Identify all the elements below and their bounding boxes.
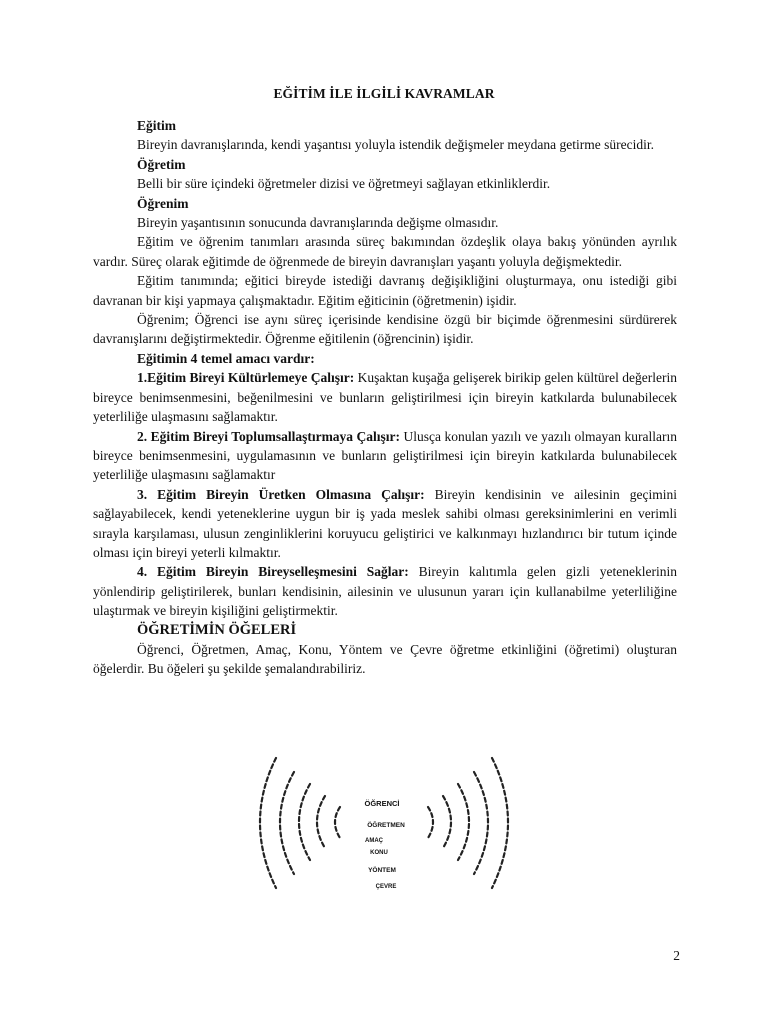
amac-title: 1.Eğitim Bireyi Kültürlemeye Çalışır:: [137, 370, 355, 386]
diagram-item-konu: KONU: [370, 850, 388, 856]
paragraph-surec: Eğitim ve öğrenim tanımları arasında süreç bakımından özdeşlik olaya bakış yönünden ayrılık vardır. Süreç olarak eğitimde de öğrenmede de bireyin davranışları yaşantı yoluyla değişmektedir.: [93, 234, 677, 269]
wave-right-3: [458, 784, 469, 860]
amac-title: 3. Eğitim Bireyin Üretken Olmasına Çalışır:: [137, 486, 425, 502]
definition-ogrenim: Bireyin yaşantısının sonucunda davranışlarında değişme olmasıdır.: [137, 215, 499, 231]
paragraph-ogrenim-tanimi: Öğrenim; Öğrenci ise aynı süreç içerisinde kendisine özgü bir biçimde öğrenmesini sürdürerek davranışlarını değiştirmektedir. Öğrenme eğitilenin (öğrencinin) işidir.: [93, 312, 677, 347]
heading-amaclar: Eğitimin 4 temel amacı vardır:: [137, 350, 315, 366]
heading-ogrenim: Öğrenim: [137, 195, 189, 211]
amac-text: Bireyin kendisinin ve ailesinin geçimini sağlayabilecek, kendi yeteneklerine uygun bir iş yada meslek sahibi olması gereksinimlerini en verimli sırayla karşılaması, ulusun zenginliklerini koruyucu geliştirici ve kalkınmayı hızlandırıcı bir tutum içinde olması için bireyi yeterli kılmaktır.: [93, 486, 677, 560]
wave-right-4: [443, 796, 451, 848]
wave-left-3: [299, 784, 310, 860]
wave-left-2: [280, 772, 294, 874]
amac-text: Ulusça konulan yazılı ve yazılı olmayan kuralların bireyce benimsenmesini, uygulamasının ve bunların geliştirilmesi için bireyin katkılarda bulunabilecek yeterliliğe ulaşmasını sağlamaktır: [93, 428, 677, 483]
definition-egitim: Bireyin davranışlarında, kendi yaşantısı yoluyla istendik değişmeler meydana getirme sürecidir.: [137, 137, 654, 153]
document-body: [93, 116, 677, 679]
amac-item: [93, 427, 677, 485]
diagram-item-ogretmen: ÖĞRETMEN: [367, 822, 405, 829]
amac-item: [93, 485, 677, 563]
amac-title: 2. Eğitim Bireyi Toplumsallaştırmaya Çalışır:: [137, 428, 401, 444]
diagram-item-cevre: ÇEVRE: [375, 884, 397, 890]
wave-right-2: [474, 772, 488, 874]
wave-left-4: [317, 796, 325, 848]
heading-ogretim: Öğretim: [137, 156, 186, 172]
paragraph-egitim-tanimi: Eğitim tanımında; eğitici bireyde istediği davranış değişikliğini oluşturmaya, onu istediği gibi davranan bir kişi yapmaya çalışmaktadır. Eğitim eğiticinin (öğretmenin) işidir.: [93, 273, 677, 308]
diagram-item-amac: AMAÇ: [365, 838, 383, 844]
wave-left-5: [335, 807, 340, 838]
amac-item: [93, 368, 677, 426]
heading-egitim: Eğitim: [137, 118, 176, 133]
page-number: 2: [673, 948, 680, 963]
page-title: EĞİTİM İLE İLGİLİ KAVRAMLAR: [273, 86, 495, 101]
heading-ogeler: ÖĞRETİMİN ÖĞELERİ: [137, 621, 297, 638]
paragraph-ogeler: Öğrenci, Öğretmen, Amaç, Konu, Yöntem ve Çevre öğretme etkinliğini (öğretimi) oluşturan öğelerdir. Bu öğeleri şu şekilde şemalandırabiliriz.: [93, 641, 677, 677]
wave-left-1: [260, 758, 276, 888]
ogeler-diagram-svg: [252, 752, 522, 904]
diagram-item-ogrenci: ÖĞRENCİ: [364, 799, 400, 808]
wave-right-5: [428, 807, 433, 838]
amac-text: Kuşaktan kuşağa gelişerek birikip gelen kültürel değerlerin bireyce benimsenmesini, beğenilmesini ve bunların geliştirilmesi için bireyin katkılarda bulunabilecek yeterliliğe ulaşmasını sağlamaktır.: [93, 370, 677, 425]
definition-ogretim: Belli bir süre içindeki öğretmeler dizisi ve öğretmeyi sağlayan etkinliklerdir.: [137, 176, 551, 192]
amac-title: 4. Eğitim Bireyin Bireyselleşmesini Sağlar:: [137, 564, 409, 580]
amac-item: [93, 562, 677, 620]
wave-right-1: [492, 758, 508, 888]
diagram-item-yontem: YÖNTEM: [368, 867, 396, 874]
amac-text: Bireyin kalıtımla gelen gizli yeteneklerinin yönlendirip geliştirilerek, bunları kendisinin, ailesinin ve ulusunun yararı için kullanabilme yeterliliğine ulaştırmak ve bireyin kişiliğini geliştirmektir.: [93, 564, 677, 619]
ogeler-diagram: [252, 752, 522, 904]
